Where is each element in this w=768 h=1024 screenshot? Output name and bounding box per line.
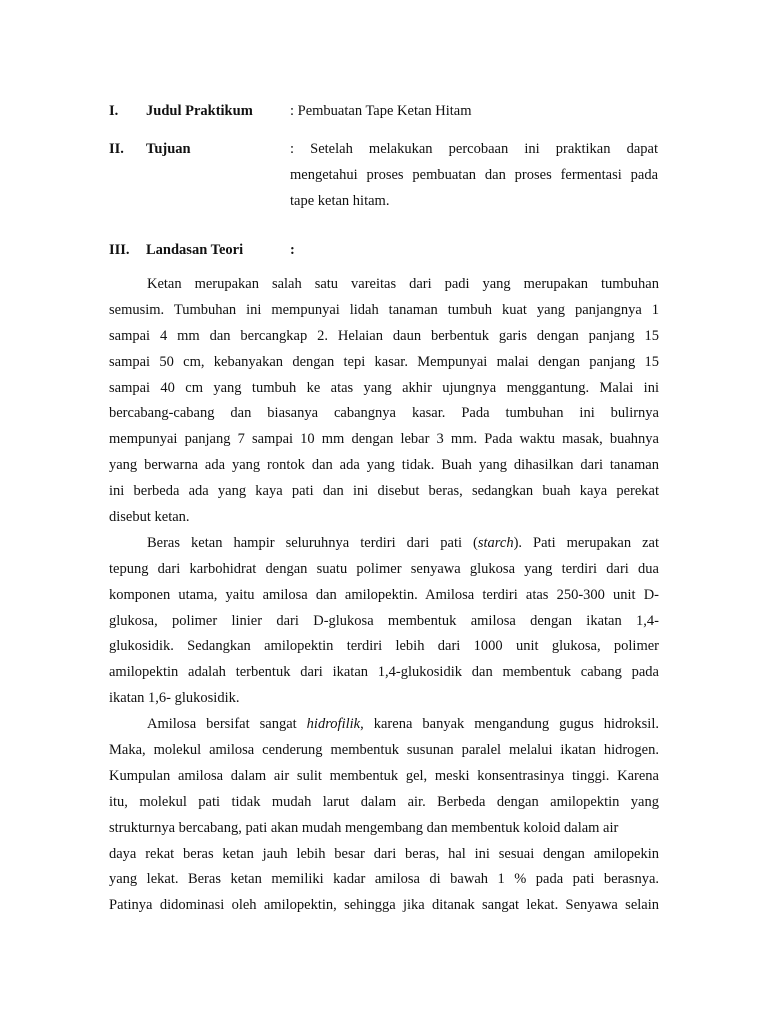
body-text [109, 272, 659, 919]
body-line-text: Beras ketan hampir seluruhnya terdiri dari pati ( [147, 534, 478, 551]
body-line: Maka, molekul amilosa cenderung membentuk susunan paralel melalui ikatan hidrogen. [109, 742, 659, 759]
section-number: I. [109, 103, 119, 119]
body-line: amilopektin adalah terbentuk dari ikatan 1,4-glukosidik dan membentuk cabang pada [109, 664, 659, 681]
section-label: Tujuan [146, 141, 191, 157]
body-line: bercabang-cabang dan biasanya cabangnya kasar. Pada tumbuhan ini bulirnya [109, 405, 659, 422]
body-line: ini berbeda ada yang kaya pati dan ini disebut beras, sedangkan buah kaya perekat [109, 483, 659, 500]
section-label: Landasan Teori [146, 242, 244, 258]
body-line: mempunyai panjang 7 sampai 10 mm dengan lebar 3 mm. Pada waktu masak, buahnya [109, 431, 659, 448]
body-line: yang lekat. Beras ketan memiliki kadar amilosa di bawah 1 % pada pati berasnya. [109, 871, 659, 888]
body-line: yang berwarna ada yang rontok dan ada yang tidak. Buah yang dihasilkan dari tanaman [109, 457, 659, 474]
body-line-text: , karena banyak mengandung gugus hidroksil. [360, 716, 659, 733]
section-value-line: : Setelah melakukan percobaan ini praktikan dapat [290, 141, 658, 157]
body-line: sampai 50 cm, kebanyakan dengan tepi kasar. Mempunyai malai dengan panjang 15 [109, 353, 659, 370]
body-line: glukosa, polimer linier dari D-glukosa membentuk amilosa dengan ikatan 1,4- [109, 612, 659, 629]
body-line: ikatan 1,6- glukosidik. [109, 690, 240, 707]
section-number: II. [109, 141, 124, 157]
emphasized-term: hidrofilik [306, 716, 361, 733]
section-number: III. [109, 242, 130, 258]
body-line: Kumpulan amilosa dalam air sulit membentuk gel, meski konsentrasinya tinggi. Karena [109, 767, 659, 784]
section-value-line: mengetahui proses pembuatan dan proses fermentasi pada [290, 167, 658, 183]
body-line [109, 531, 659, 557]
section-label: Judul Praktikum [146, 103, 253, 119]
emphasized-term: starch [477, 534, 514, 551]
body-line [109, 712, 659, 738]
body-line-text: ). Pati merupakan zat [513, 534, 659, 551]
section-colon: : [290, 242, 295, 258]
body-line: itu, molekul pati tidak mudah larut dalam air. Berbeda dengan amilopektin yang [109, 793, 659, 810]
body-line: sampai 4 mm dan bercangkap 2. Helaian daun berbentuk garis dengan panjang 15 [109, 327, 659, 344]
body-line: semusim. Tumbuhan ini mempunyai lidah tanaman tumbuh kuat yang panjangnya 1 [109, 301, 659, 318]
section-value-line: : Pembuatan Tape Ketan Hitam [290, 103, 472, 119]
body-line: strukturnya bercabang, pati akan mudah mengembang dan membentuk koloid dalam air [109, 819, 619, 836]
body-line: sampai 40 cm yang tumbuh ke atas yang akhir ujungnya menggantung. Malai ini [109, 379, 659, 396]
body-line: Patinya didominasi oleh amilopektin, sehingga jika ditanak sangat lekat. Senyawa selain [109, 897, 659, 914]
section-value [290, 98, 658, 124]
body-line: Ketan merupakan salah satu vareitas dari padi yang merupakan tumbuhan [147, 276, 659, 292]
section-value [290, 136, 658, 214]
body-line-text: Amilosa bersifat sangat [147, 716, 307, 733]
body-line: disebut ketan. [109, 509, 190, 526]
body-line: glukosidik. Sedangkan amilopektin terdiri lebih dari 1000 unit glukosa, polimer [109, 638, 659, 655]
body-line: daya rekat beras ketan jauh lebih besar dari beras, hal ini sesuai dengan amilopekin [109, 845, 659, 862]
section-value-line: tape ketan hitam. [290, 193, 390, 209]
body-line: komponen utama, yaitu amilosa dan amilopektin. Amilosa terdiri atas 250-300 unit D- [109, 586, 659, 603]
body-line: tepung dari karbohidrat dengan suatu polimer senyawa glukosa yang terdiri dari dua [109, 560, 659, 577]
